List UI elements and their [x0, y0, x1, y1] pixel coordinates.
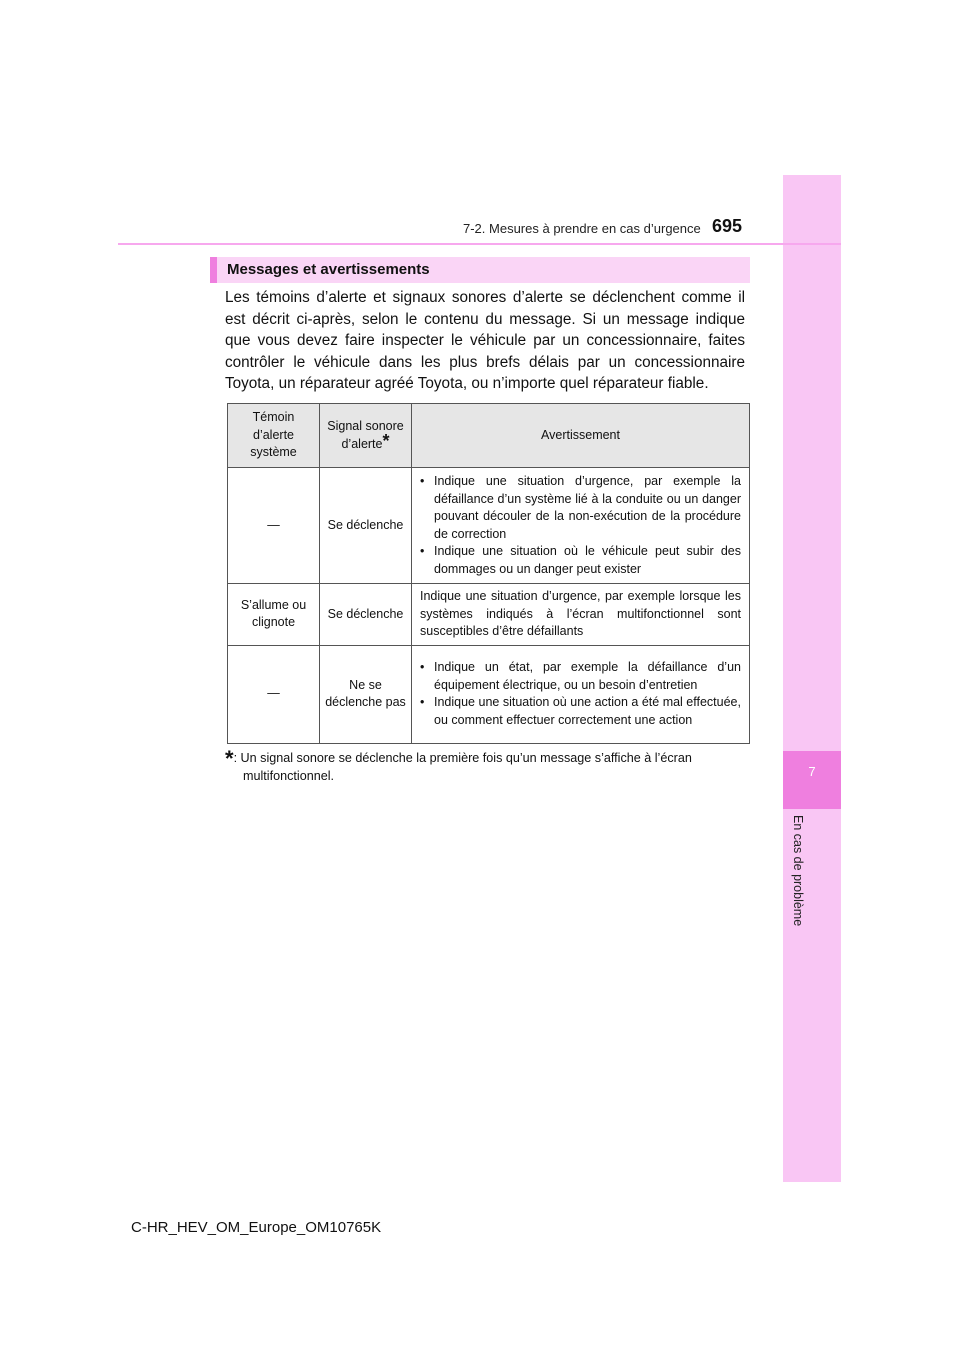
table-row — [228, 584, 750, 646]
section-title: Messages et avertissements — [227, 261, 430, 278]
warning-bullet: • Indique une situation d’urgence, par exemple la défaillance d’un système lié à la conduite ou un danger pouvant découler de la non-exécution de la procédure de correction — [420, 473, 741, 543]
chapter-number-box — [783, 751, 841, 809]
chapter-side-tab — [783, 175, 841, 1182]
cell-warning — [412, 645, 750, 743]
intro-paragraph: Les témoins d’alerte et signaux sonores d’alerte se déclenchent comme il est décrit ci-après, selon le contenu du message. Si un message indique que vous devez faire inspecter le véhicule par un concessionnaire, faites contrôler le véhicule dans les plus brefs délais par un concessionnaire Toyota, un réparateur agréé Toyota, ou n’importe quel réparateur fiable. — [225, 289, 745, 393]
table-header-row — [228, 404, 750, 468]
footnote-mark: * — [382, 430, 390, 451]
cell-signal: Se déclenche — [320, 584, 412, 646]
cell-signal: Se déclenche — [320, 468, 412, 584]
warning-bullets — [420, 473, 741, 578]
footnote-star: * — [225, 746, 234, 771]
header-warning-label: Avertissement — [541, 427, 620, 442]
header-divider — [118, 243, 841, 245]
table-row — [228, 645, 750, 743]
header-witness — [228, 404, 320, 468]
table-row — [228, 468, 750, 584]
cell-warning: Indique une situation d’urgence, par exemple lorsque les systèmes indiqués à l’écran multifonctionnel sont susceptibles d’être défaillants — [412, 584, 750, 646]
footnote — [225, 746, 745, 785]
warning-bullets — [420, 659, 741, 729]
cell-witness: — — [228, 645, 320, 743]
footnote-text: : Un signal sonore se déclenche la première fois qu’un message s’affiche à l’écran — [233, 751, 692, 765]
warning-bullet: • Indique un état, par exemple la défaillance d’un équipement électrique, ou un besoin d’entretien — [420, 659, 741, 694]
document-id: C-HR_HEV_OM_Europe_OM10765K — [131, 1219, 382, 1236]
chapter-number: 7 — [808, 764, 816, 779]
footnote-text-continued: multifonctionnel. — [243, 769, 335, 783]
cell-witness: S’allume ou clignote — [228, 584, 320, 646]
header-warning — [412, 404, 750, 468]
section-title-bar — [210, 257, 750, 283]
header-signal-label: Signal sonore d’alerte — [327, 419, 404, 451]
header-witness-label: Témoin d’alerte système — [250, 410, 297, 460]
cell-signal: Ne se déclenche pas — [320, 645, 412, 743]
warnings-table — [227, 403, 750, 744]
cell-witness: — — [228, 468, 320, 584]
header-signal — [320, 404, 412, 468]
running-header: 7-2. Mesures à prendre en cas d’urgence — [463, 221, 701, 236]
chapter-title: En cas de problème — [791, 815, 805, 927]
warning-bullet: • Indique une situation où le véhicule peut subir des dommages ou un danger peut exister — [420, 543, 741, 578]
cell-warning — [412, 468, 750, 584]
page-number: 695 — [712, 216, 743, 236]
warning-bullet: • Indique une situation où une action a été mal effectuée, ou comment effectuer correctement une action — [420, 694, 741, 729]
